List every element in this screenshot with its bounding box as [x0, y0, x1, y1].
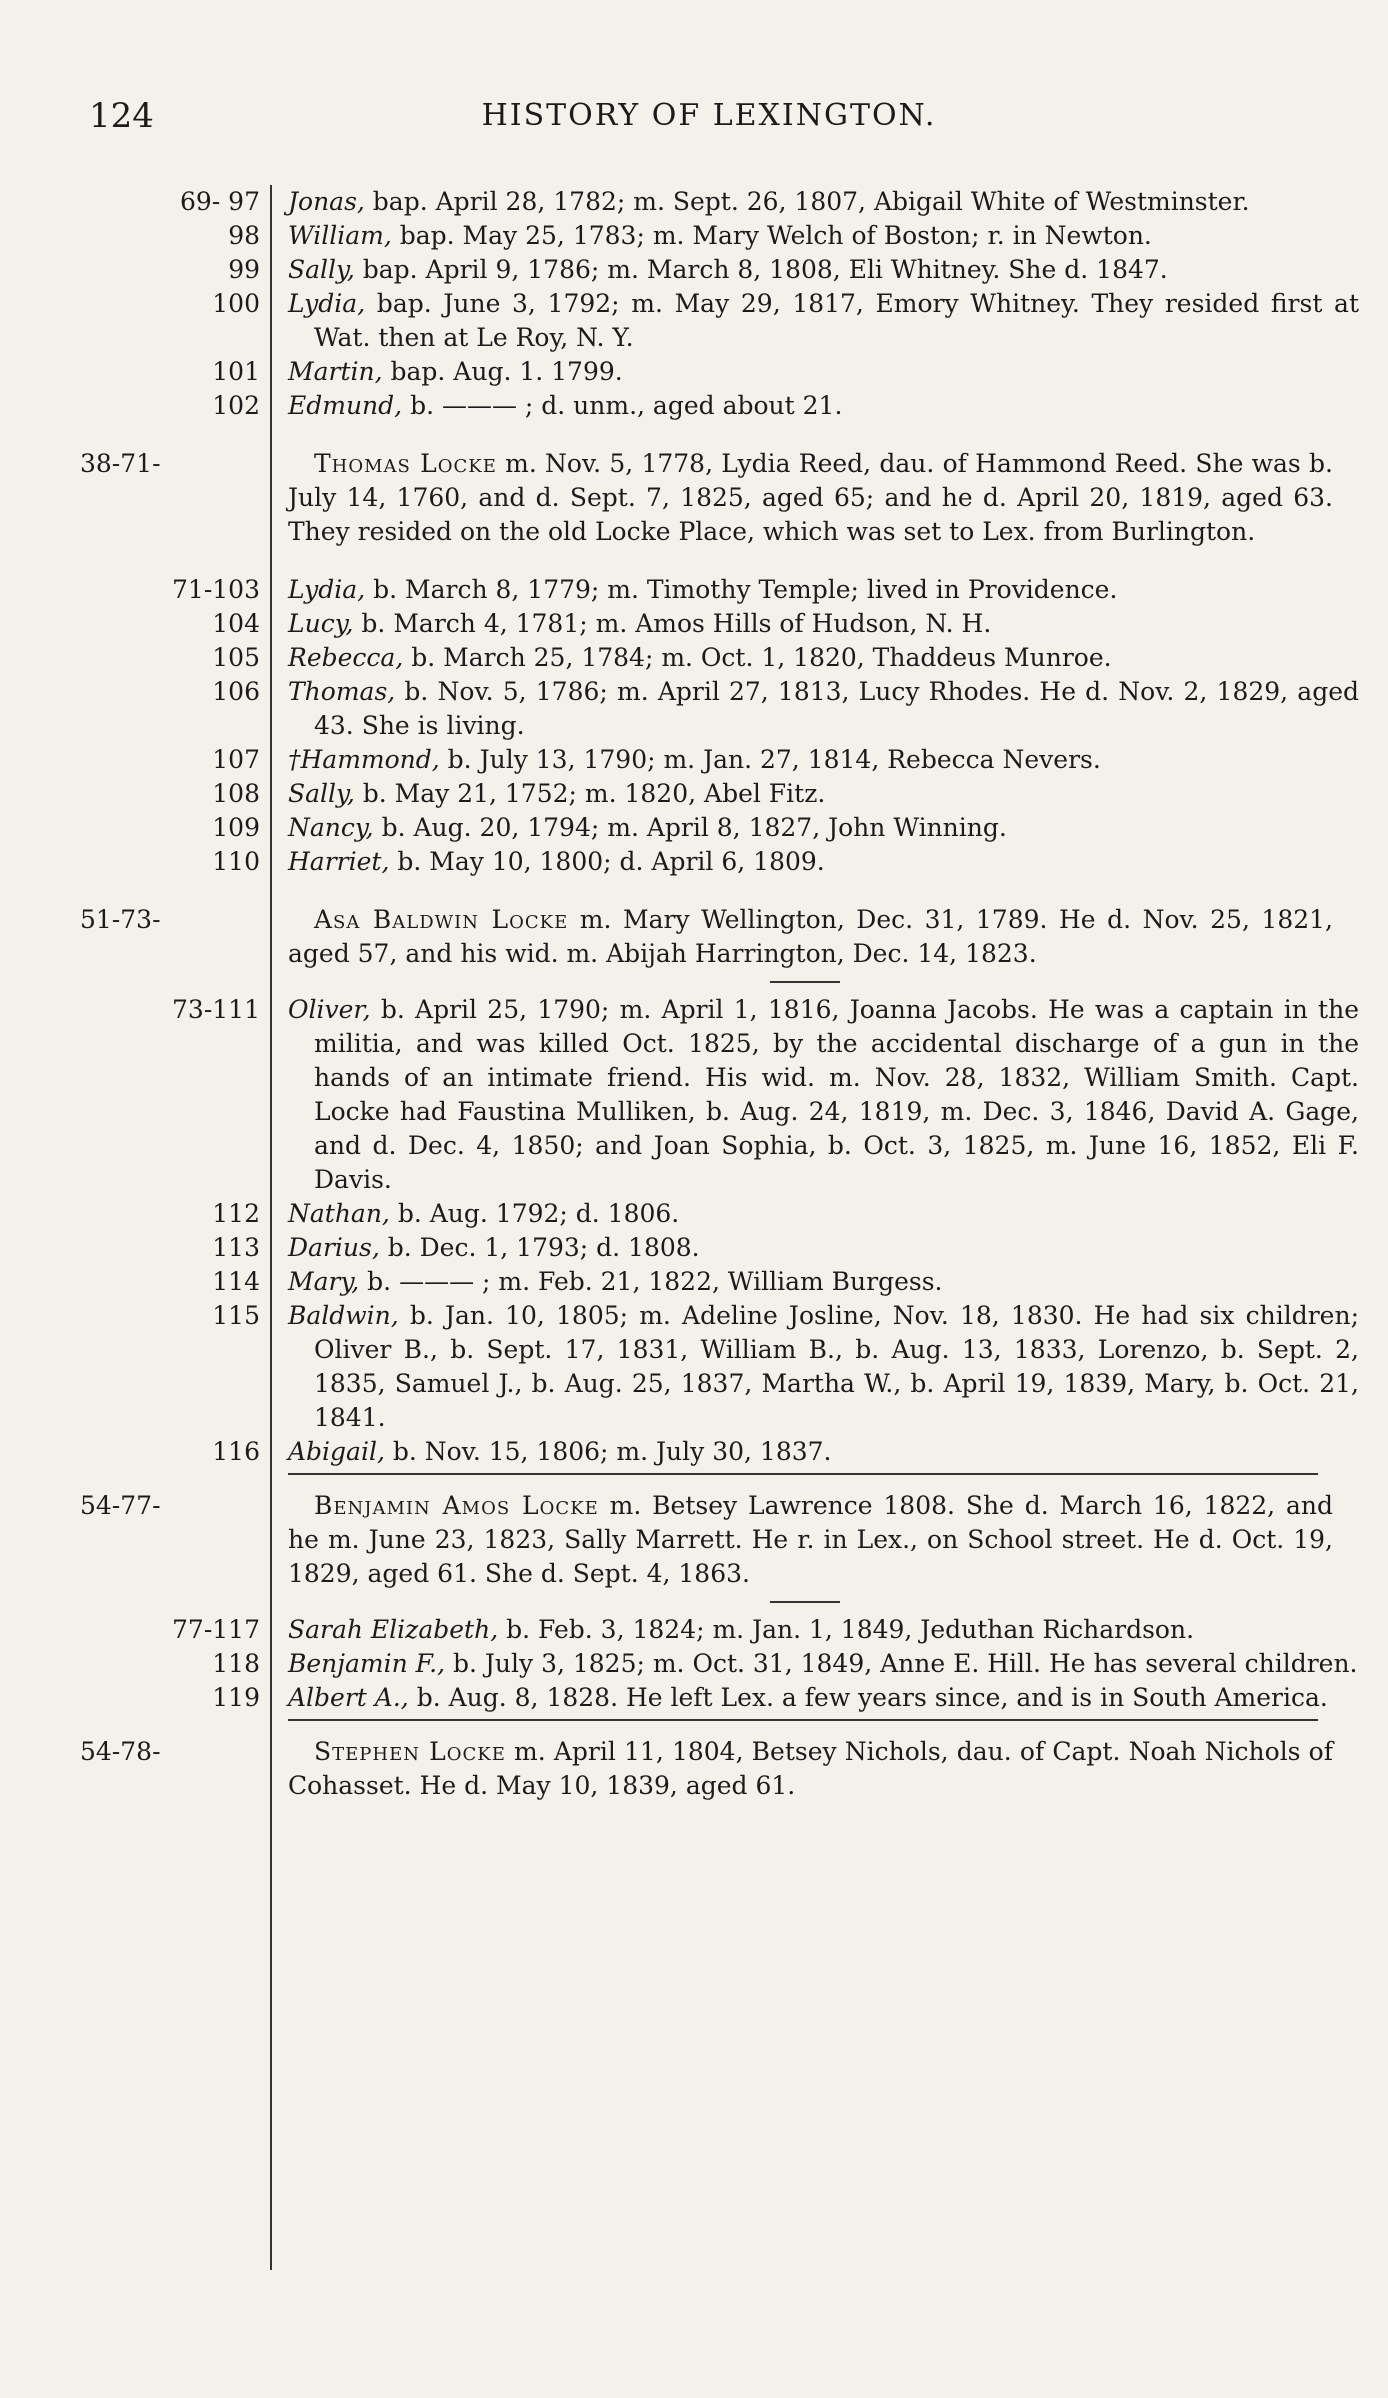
entry-name: Nancy,: [288, 813, 374, 842]
running-title: HISTORY OF LEXINGTON.: [481, 98, 937, 133]
entry-number: 102: [212, 391, 260, 420]
entry-name: William,: [288, 221, 392, 250]
entry: [0, 1681, 1388, 1715]
entry: [0, 675, 1388, 743]
section-stephen-locke: [0, 1735, 1388, 1803]
entry: [0, 253, 1388, 287]
entry: [0, 573, 1388, 607]
family-head: [0, 447, 1388, 549]
section-thomas-locke: [0, 447, 1388, 879]
entry-number: 114: [212, 1267, 260, 1296]
entry-text: b. ——— ; m. Feb. 21, 1822, William Burgess.: [359, 1267, 943, 1296]
entry-name: Jonas,: [288, 187, 365, 216]
entry: [0, 219, 1388, 253]
entry: [0, 355, 1388, 389]
entry-number: 104: [212, 609, 260, 638]
entry-number: 54-77-: [80, 1491, 161, 1520]
entry-text: b. July 13, 1790; m. Jan. 27, 1814, Rebecca Nevers.: [439, 745, 1101, 774]
entry-text: b. March 4, 1781; m. Amos Hills of Hudson, N. H.: [353, 609, 992, 638]
entry-text: b. ——— ; d. unm., aged about 21.: [402, 391, 843, 420]
entry-text: b. Nov. 5, 1786; m. April 27, 1813, Lucy Rhodes. He d. Nov. 2, 1829, aged 43. She is living.: [314, 677, 1359, 740]
entry: [0, 1647, 1388, 1681]
entry-text: bap. May 25, 1783; m. Mary Welch of Boston; r. in Newton.: [391, 221, 1152, 250]
entry-name: Sarah Elizabeth,: [288, 1615, 499, 1644]
separator: [770, 981, 840, 983]
entry-text: b. Aug. 1792; d. 1806.: [389, 1199, 680, 1228]
entry-text: bap. April 9, 1786; m. March 8, 1808, Eli Whitney. She d. 1847.: [354, 255, 1168, 284]
entry-number: 54-78-: [80, 1737, 161, 1766]
entry: [0, 641, 1388, 675]
entry-text: b. July 3, 1825; m. Oct. 31, 1849, Anne E. Hill. He has several children.: [445, 1649, 1358, 1678]
entry: [0, 993, 1388, 1197]
entry-name: Rebecca,: [288, 643, 404, 672]
entry: [0, 287, 1388, 355]
entry-number: 69- 97: [179, 187, 260, 216]
page-header: [89, 96, 1329, 136]
entry-name: Nathan,: [288, 1199, 390, 1228]
entry-number: 73-111: [172, 995, 260, 1024]
family-head: [0, 903, 1388, 971]
entry: [0, 1435, 1388, 1469]
entry-name: Thomas,: [288, 677, 396, 706]
entry-text: b. Dec. 1, 1793; d. 1808.: [379, 1233, 700, 1262]
entry: [0, 1197, 1388, 1231]
entry-text: b. Feb. 3, 1824; m. Jan. 1, 1849, Jeduthan Richardson.: [498, 1615, 1195, 1644]
entry-name: Martin,: [288, 357, 383, 386]
entry-text: b. Nov. 15, 1806; m. July 30, 1837.: [384, 1437, 832, 1466]
entry-number: 105: [212, 643, 260, 672]
entry-number: 110: [212, 847, 260, 876]
entry: [0, 1299, 1388, 1435]
entry-number: 101: [212, 357, 260, 386]
entry: [0, 1613, 1388, 1647]
entry: [0, 607, 1388, 641]
entry-number: 108: [212, 779, 260, 808]
head-name: Benjamin Amos Locke: [314, 1491, 599, 1520]
entry-number: 118: [212, 1649, 260, 1678]
entry-name: Edmund,: [288, 391, 403, 420]
entry-number: 115: [212, 1301, 260, 1330]
entry: [0, 777, 1388, 811]
entry-number: 98: [228, 221, 260, 250]
entry-name: Oliver,: [288, 995, 371, 1024]
entry-number: 107: [212, 745, 260, 774]
entry: [0, 185, 1388, 219]
section-locke-jonas-family: [0, 185, 1388, 423]
entry: [0, 743, 1388, 777]
entry-number: 116: [212, 1437, 260, 1466]
entry: [0, 845, 1388, 879]
genealogy-content: [0, 185, 1388, 1803]
separator: [770, 1601, 840, 1603]
head-name: Thomas Locke: [314, 449, 497, 478]
entry-text: bap. April 28, 1782; m. Sept. 26, 1807, Abigail White of Westminster.: [364, 187, 1250, 216]
entry-name: Mary,: [288, 1267, 360, 1296]
entry-number: 112: [212, 1199, 260, 1228]
entry-name: Sally,: [288, 779, 355, 808]
page-number: 124: [89, 96, 154, 136]
entry-text: b. Aug. 8, 1828. He left Lex. a few years since, and is in South America.: [408, 1683, 1328, 1712]
entry-number: 100: [212, 289, 260, 318]
head-text: m. Nov. 5, 1778, Lydia Reed, dau. of Hammond Reed. She was b. July 14, 1760, and d. Sept. 7, 1825, aged 65; and he d. April 20, 1819, aged 63. They resided on the old Locke Place, which was set to Lex. from Burlington.: [288, 449, 1333, 546]
entry-number: 38-71-: [80, 449, 161, 478]
entry-number: 119: [212, 1683, 260, 1712]
entry: [0, 1231, 1388, 1265]
section-benjamin-amos-locke: [0, 1489, 1388, 1715]
entry-number: 113: [212, 1233, 260, 1262]
separator: [288, 1719, 1318, 1721]
entry-number: 106: [212, 677, 260, 706]
entry-text: bap. Aug. 1. 1799.: [382, 357, 623, 386]
entry-number: 77-117: [172, 1615, 260, 1644]
entry-name: Darius,: [288, 1233, 380, 1262]
family-head: [0, 1489, 1388, 1591]
entry-name: Lydia,: [288, 575, 366, 604]
separator: [288, 1473, 1318, 1475]
entry-text: b. Aug. 20, 1794; m. April 8, 1827, John Winning.: [373, 813, 1007, 842]
entry-number: 51-73-: [80, 905, 161, 934]
entry-text: b. March 25, 1784; m. Oct. 1, 1820, Thaddeus Munroe.: [403, 643, 1112, 672]
entry-text: b. March 8, 1779; m. Timothy Temple; lived in Providence.: [365, 575, 1118, 604]
entry-text: b. May 21, 1752; m. 1820, Abel Fitz.: [354, 779, 826, 808]
entry: [0, 389, 1388, 423]
section-asa-baldwin-locke: [0, 903, 1388, 1469]
entry-name: Lydia,: [288, 289, 366, 318]
entry-number: 71-103: [172, 575, 260, 604]
head-text: m. April 11, 1804, Betsey Nichols, dau. of Capt. Noah Nichols of Cohasset. He d. May 10, 1839, aged 61.: [288, 1737, 1333, 1800]
entry-text: b. May 10, 1800; d. April 6, 1809.: [389, 847, 825, 876]
entry-name: Albert A.,: [288, 1683, 409, 1712]
head-text: m. Betsey Lawrence 1808. She d. March 16, 1822, and he m. June 23, 1823, Sally Marrett. He r. in Lex., on School street. He d. Oct. 19, 1829, aged 61. She d. Sept. 4, 1863.: [288, 1491, 1333, 1588]
entry-name: Baldwin,: [288, 1301, 399, 1330]
entry-name: Harriet,: [288, 847, 390, 876]
head-text: m. Mary Wellington, Dec. 31, 1789. He d. Nov. 25, 1821, aged 57, and his wid. m. Abijah Harrington, Dec. 14, 1823.: [288, 905, 1333, 968]
head-name: Stephen Locke: [314, 1737, 506, 1766]
entry-name: Abigail,: [288, 1437, 385, 1466]
entry-name: Lucy,: [288, 609, 354, 638]
entry-name: Benjamin F.,: [288, 1649, 446, 1678]
entry: [0, 1265, 1388, 1299]
entry: [0, 811, 1388, 845]
entry-text: bap. June 3, 1792; m. May 29, 1817, Emory Whitney. They resided first at Wat. then at Le Roy, N. Y.: [314, 289, 1359, 352]
entry-number: 99: [228, 255, 260, 284]
family-head: [0, 1735, 1388, 1803]
head-name: Asa Baldwin Locke: [314, 905, 569, 934]
entry-number: 109: [212, 813, 260, 842]
entry-text: b. April 25, 1790; m. April 1, 1816, Joanna Jacobs. He was a captain in the militia, and was killed Oct. 1825, by the accidental discharge of a gun in the hands of an intimate friend. His wid. m. Nov. 28, 1832, William Smith. Capt. Locke had Faustina Mulliken, b. Aug. 24, 1819, m. Dec. 3, 1846, David A. Gage, and d. Dec. 4, 1850; and Joan Sophia, b. Oct. 3, 1825, m. June 16, 1852, Eli F. Davis.: [314, 995, 1359, 1194]
entry-name: Sally,: [288, 255, 355, 284]
entry-text: b. Jan. 10, 1805; m. Adeline Josline, Nov. 18, 1830. He had six children; Oliver B., b. Sept. 17, 1831, William B., b. Aug. 13, 1833, Lorenzo, b. Sept. 2, 1835, Samuel J., b. Aug. 25, 1837, Martha W., b. April 19, 1839, Mary, b. Oct. 21, 1841.: [314, 1301, 1359, 1432]
entry-name: †Hammond,: [288, 745, 440, 774]
